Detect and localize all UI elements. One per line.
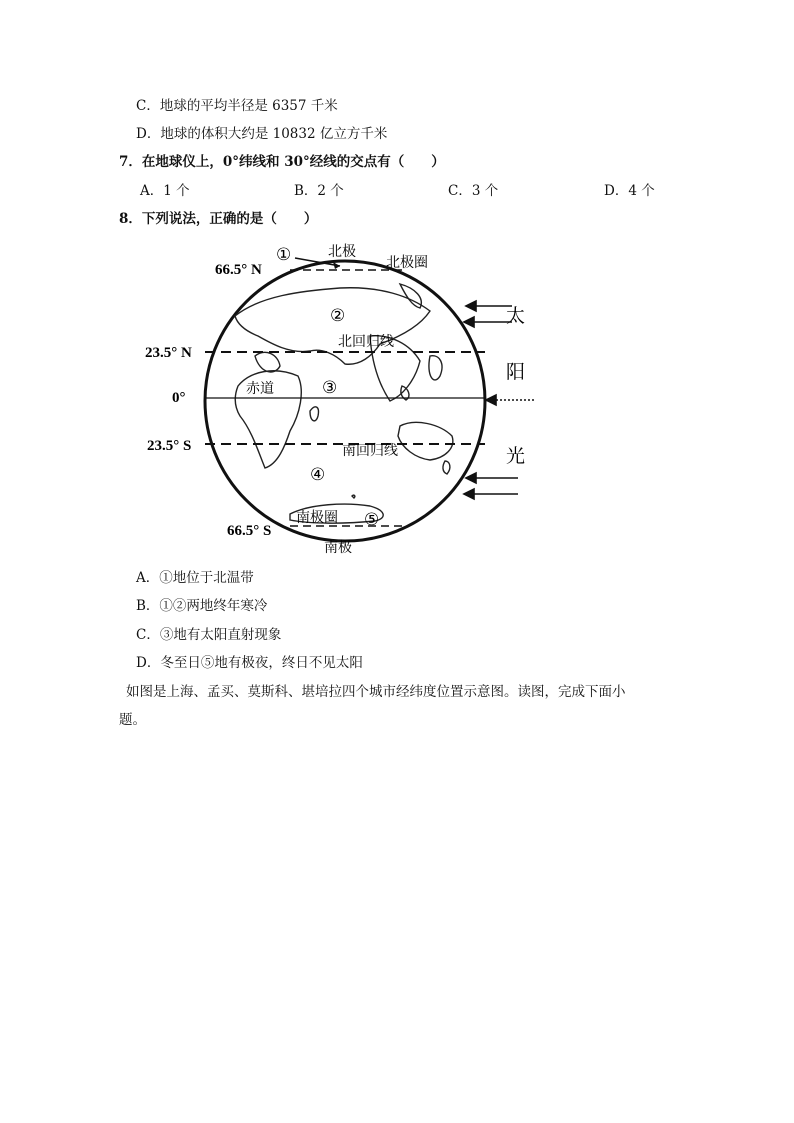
label-23n: 23.5° N — [145, 345, 192, 361]
marker-3: ③ — [322, 378, 338, 398]
question-8-option-d: D．冬至日⑤地有极夜，终日不见太阳 — [136, 655, 363, 671]
question-7-option-a: A．1 个 — [140, 183, 190, 199]
label-66s: 66.5° S — [227, 523, 272, 539]
question-7-option-c: C．3 个 — [448, 183, 499, 199]
question-7-option-b: B．2 个 — [294, 183, 344, 199]
label-66n: 66.5° N — [215, 262, 262, 278]
question-7-stem: 7．在地球仪上，0°纬线和 30°经线的交点有（ ） — [119, 154, 445, 170]
label-tropic-cancer: 北回归线 — [338, 334, 394, 350]
label-0: 0° — [172, 390, 186, 406]
intro-line-2: 题。 — [119, 712, 146, 728]
sunlight-char-2: 阳 — [506, 361, 526, 383]
marker-4: ④ — [310, 465, 326, 485]
label-south-pole: 南极 — [324, 540, 352, 556]
globe-outline — [205, 261, 485, 541]
sunlight-arrows — [464, 301, 534, 499]
label-antarctic-circle: 南极圈 — [296, 510, 338, 526]
question-8-option-b: B．①②两地终年寒冷 — [136, 598, 268, 614]
prev-option-c: C．地球的平均半径是 6357 千米 — [136, 98, 338, 114]
label-23s: 23.5° S — [147, 438, 192, 454]
label-tropic-capricorn: 南回归线 — [342, 443, 398, 459]
sunlight-char-1: 太 — [506, 305, 526, 327]
marker-5: ⑤ — [364, 510, 380, 530]
earth-sunlight-figure — [140, 236, 560, 566]
label-equator: 赤道 — [246, 381, 274, 397]
marker-1: ① — [276, 245, 292, 265]
question-8-option-a: A．①地位于北温带 — [136, 570, 254, 586]
label-arctic-circle: 北极圈 — [386, 255, 428, 271]
intro-line-1: 如图是上海、孟买、莫斯科、堪培拉四个城市经纬度位置示意图。读图，完成下面小 — [126, 684, 626, 700]
question-8-option-c: C．③地有太阳直射现象 — [136, 627, 282, 643]
sunlight-char-3: 光 — [506, 445, 526, 467]
label-north-pole: 北极 — [328, 244, 356, 260]
prev-option-d: D．地球的体积大约是 10832 亿立方千米 — [136, 126, 388, 142]
question-7-option-d: D．4 个 — [604, 183, 655, 199]
marker-2: ② — [330, 306, 346, 326]
question-8-stem: 8．下列说法，正确的是（ ） — [119, 211, 318, 227]
